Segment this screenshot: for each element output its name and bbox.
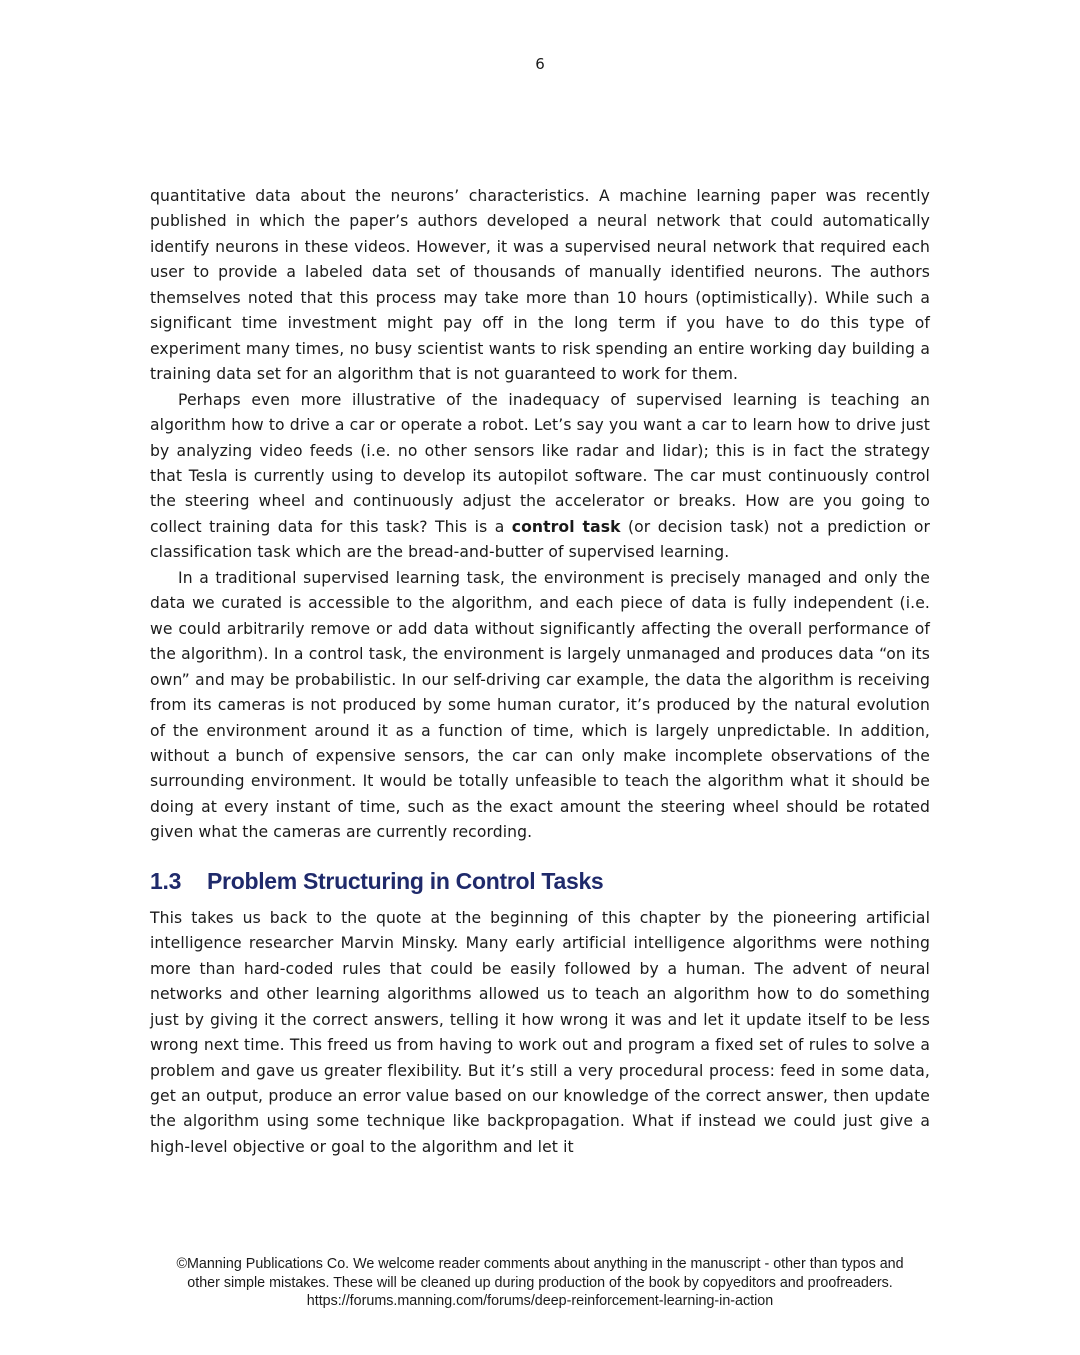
- paragraph-control-task-environment: In a traditional supervised learning task, the environment is precisely managed and only the data we curated is accessible to the algorithm, and each piece of data is fully independent (i.e. we could arbitrarily remove or add data without significantly affecting the overall performance of the algorithm). In a control task, the environment is largely unmanaged and produces data “on its own” and may be probabilistic. In our self-driving car example, the data the algorithm is receiving from its cameras is not produced by some human curator, it’s produced by the natural evolution of the environment around it as a function of time, which is largely unpredictable. In addition, without a bunch of expensive sensors, the car can only make incomplete observations of the surrounding environment. It would be totally unfeasible to teach the algorithm what it should be doing at every instant of time, such as the exact amount the steering wheel should be rotated given what the cameras are currently recording.: [150, 568, 930, 842]
- paragraph-self-driving-car: [150, 388, 930, 566]
- forum-link[interactable]: https://forums.manning.com/forums/deep-reinforcement-learning-in-action: [306, 1293, 774, 1309]
- body-text: [150, 184, 930, 1160]
- paragraph-text: Perhaps even more illustrative of the inadequacy of supervised learning is teaching an algorithm how to drive a car or operate a robot. Let’s say you want a car to learn how to drive just by analyzing video feeds (i.e. no other sensors like radar and lidar); this is in fact the strategy that Tesla is currently using to develop its autopilot software. The car must continuously control the steering wheel and continuously adjust the accelerator or breaks. How are you going to collect training data for this task? This is a: [150, 390, 930, 536]
- page-number: 6: [535, 55, 545, 73]
- section-heading: [150, 866, 930, 896]
- paragraph-neuron-labeling: quantitative data about the neurons’ characteristics. A machine learning paper was recently published in which the paper’s authors developed a neural network that could automatically identify neurons in these videos. However, it was a supervised neural network that required each user to provide a labeled data set of thousands of manually identified neurons. The authors themselves noted that this process may take more than 10 hours (optimistically). While such a significant time investment might pay off in the long term if you have to do this type of experiment many times, no busy scientist wants to risk spending an entire working day building a training data set for an algorithm that is not guaranteed to work for them.: [150, 187, 930, 384]
- footer-line: ©Manning Publications Co. We welcome reader comments about anything in the manuscript - other than typos and: [176, 1256, 904, 1272]
- section-title: Problem Structuring in Control Tasks: [207, 867, 604, 894]
- paragraph-text: (or decision task) not a prediction or classification task which are the bread-and-butter of supervised learning.: [150, 517, 930, 562]
- section-number: 1.3: [150, 867, 182, 894]
- copyright-footer: [140, 1255, 940, 1311]
- bold-term-control-task: control task: [511, 517, 621, 536]
- footer-line: other simple mistakes. These will be cleaned up during production of the book by copyeditors and proofreaders.: [187, 1274, 893, 1291]
- paragraph-minsky-quote: This takes us back to the quote at the beginning of this chapter by the pioneering artificial intelligence researcher Marvin Minsky. Many early artificial intelligence algorithms were nothing more than hard-coded rules that could be easily followed by a human. The advent of neural networks and other learning algorithms allowed us to teach an algorithm how to do something just by giving it the correct answers, telling it how wrong it was and let it update itself to be less wrong next time. This freed us from having to work out and program a fixed set of rules to solve a problem and gave us greater flexibility. But it’s still a very procedural process: feed in some data, get an output, produce an error value based on our knowledge of the correct answer, then update the algorithm using some technique like backpropagation. What if instead we could just give a high-level objective or goal to the algorithm and let it: [150, 908, 930, 1156]
